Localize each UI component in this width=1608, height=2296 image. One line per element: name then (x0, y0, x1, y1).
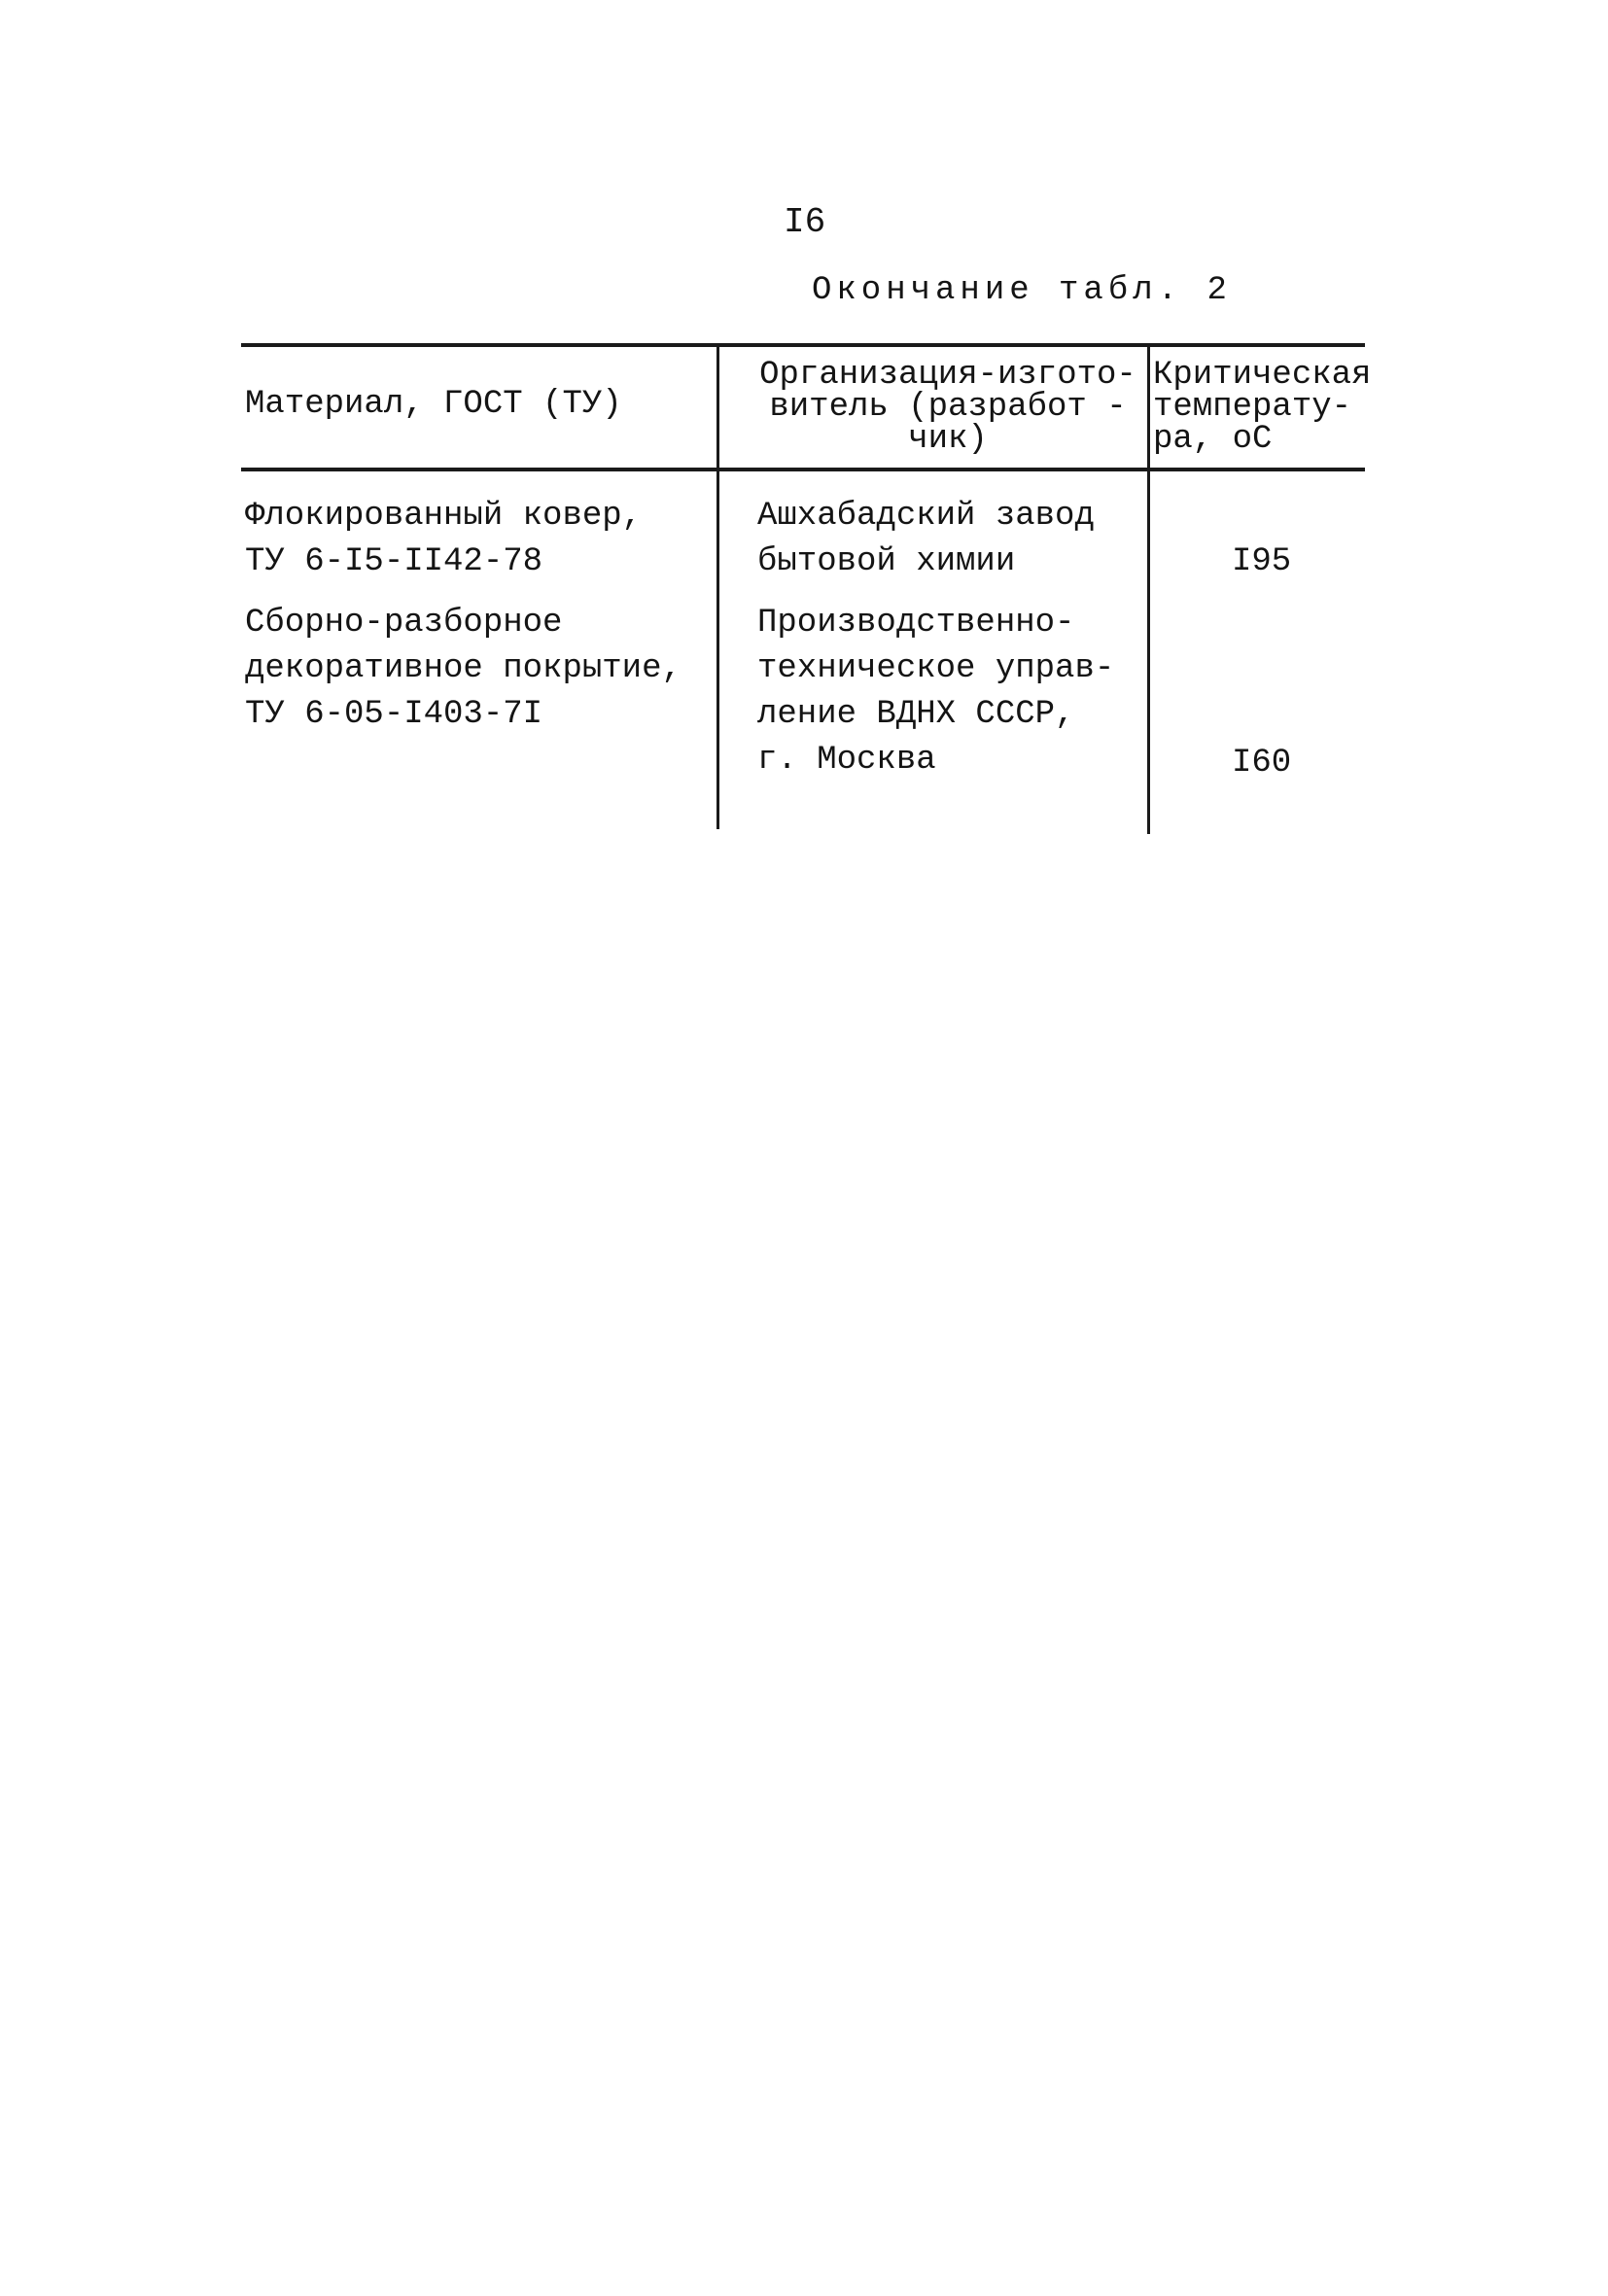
page-number: I6 (784, 202, 826, 242)
column-divider-1 (717, 343, 719, 829)
row-2-organization: Производственно- техническое управ- ление ВДНХ СССР, г. Москва (757, 605, 1115, 779)
header-material: Материал, ГОСТ (ТУ) (245, 386, 622, 423)
row-2-temperature: I60 (1232, 745, 1292, 782)
row-1-organization: Ашхабадский завод бытовой химии (757, 498, 1095, 580)
row-1-temperature: I95 (1232, 543, 1292, 580)
row-1-material: Флокированный ковер, ТУ 6-I5-II42-78 (245, 498, 643, 580)
table-top-rule (241, 343, 1365, 347)
column-divider-2 (1147, 343, 1150, 834)
table-caption: Окончание табл. 2 (812, 272, 1232, 309)
header-organization: Организация-изгото- витель (разработ - чик) (759, 357, 1136, 458)
header-temperature: Критическая температу- ра, оС (1153, 357, 1372, 458)
table-header-rule (241, 468, 1365, 471)
row-2-material: Сборно-разборное декоративное покрытие, ТУ 6-05-I403-7I (245, 605, 682, 733)
